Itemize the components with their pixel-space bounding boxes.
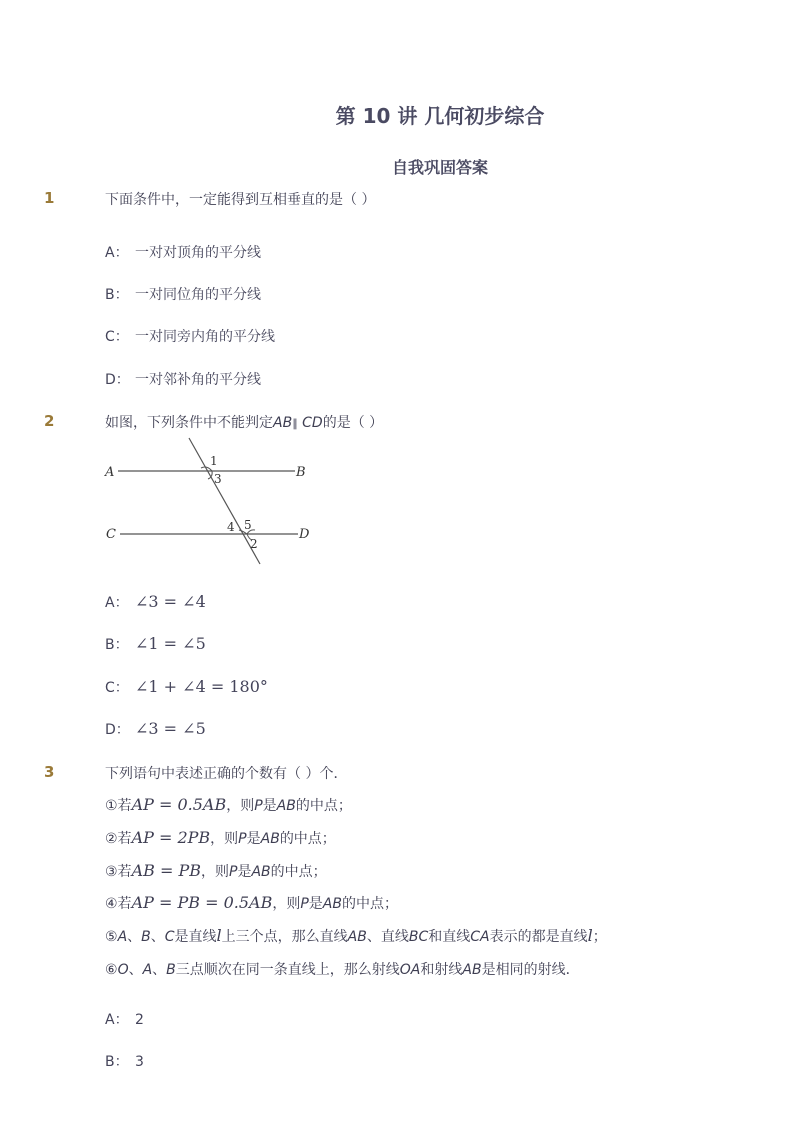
- text-segment: 是: [246, 831, 261, 847]
- option-label: A：: [105, 595, 129, 611]
- text-segment: 的是（ ）: [322, 415, 384, 431]
- text-segment: ②若: [105, 831, 132, 847]
- label-d: D: [299, 527, 310, 542]
- text-segment: 、: [127, 929, 142, 945]
- option-label: B：: [105, 1054, 129, 1070]
- option-a: [105, 242, 261, 262]
- option-text: 一对对顶角的平分线: [135, 245, 261, 261]
- segment-ab: AB: [276, 798, 296, 814]
- option-math: ∠1 = ∠5: [135, 634, 206, 653]
- ray-ab: AB: [462, 962, 482, 978]
- option-a: [105, 1009, 144, 1029]
- segment-ab: AB: [322, 896, 342, 912]
- point-c: C: [164, 929, 175, 945]
- line-l: l: [587, 926, 593, 945]
- segment-bc: BC: [408, 929, 429, 945]
- statement-6: [105, 959, 580, 979]
- text-segment: 、: [152, 962, 167, 978]
- segment-ab: AB: [273, 415, 293, 431]
- text-segment: 是: [308, 896, 323, 912]
- text-segment: 是直线: [174, 929, 217, 945]
- option-d: [105, 369, 261, 389]
- option-label: D：: [105, 722, 130, 738]
- label-b: B: [296, 465, 306, 480]
- label-4: 4: [227, 520, 235, 534]
- text-segment: ；: [592, 929, 607, 945]
- question-text: 下面条件中，一定能得到互相垂直的是（ ）: [105, 192, 376, 208]
- text-segment: 是相同的射线．: [481, 962, 580, 978]
- point-p: P: [238, 831, 247, 847]
- ray-oa: OA: [399, 962, 421, 978]
- point-a: A: [142, 962, 153, 978]
- option-text: 3: [135, 1054, 144, 1070]
- option-math: ∠1 + ∠4 = 180°: [135, 677, 268, 696]
- text-segment: 和射线: [420, 962, 463, 978]
- statement-5: [105, 926, 607, 946]
- label-5: 5: [244, 518, 252, 532]
- text-segment: 、: [150, 929, 165, 945]
- segment-cd: CD: [302, 415, 323, 431]
- option-text: 一对同旁内角的平分线: [135, 329, 275, 345]
- label-a: A: [105, 465, 115, 480]
- page-subtitle: 自我巩固答案: [391, 158, 488, 177]
- statement-2: [105, 828, 336, 848]
- text-segment: 和直线: [428, 929, 471, 945]
- text-segment: 如图，下列条件中不能判定: [105, 415, 273, 431]
- option-text: 一对邻补角的平分线: [135, 372, 261, 388]
- question-text: [105, 412, 383, 432]
- statement-1: [105, 795, 352, 815]
- parallel-symbol: ∥: [292, 417, 298, 430]
- option-label: B：: [105, 287, 129, 303]
- label-2: 2: [250, 537, 258, 551]
- line-l: l: [216, 926, 222, 945]
- text-segment: ⑥: [105, 962, 118, 978]
- point-b: B: [141, 929, 151, 945]
- option-math: ∠3 = ∠5: [135, 719, 206, 738]
- option-a: [105, 592, 206, 612]
- page-title: 第 10 讲 几何初步综合: [335, 104, 545, 128]
- label-c: C: [106, 527, 116, 542]
- option-text: 2: [135, 1012, 144, 1028]
- option-b: [105, 634, 206, 654]
- text-segment: 表示的都是直线: [489, 929, 588, 945]
- option-b: [105, 284, 261, 304]
- option-label: D：: [105, 372, 130, 388]
- text-segment: ，则: [210, 831, 239, 847]
- option-math: ∠3 = ∠4: [135, 592, 206, 611]
- text-segment: 、直线: [366, 929, 409, 945]
- text-segment: 的中点；: [295, 798, 352, 814]
- text-segment: 是: [262, 798, 277, 814]
- option-c: [105, 677, 268, 697]
- point-a: A: [117, 929, 128, 945]
- statement-4: [105, 893, 398, 913]
- question-number: 1: [44, 189, 55, 207]
- text-segment: 上三个点，那么直线: [221, 929, 348, 945]
- text-segment: ④若: [105, 896, 132, 912]
- point-p: P: [300, 896, 309, 912]
- option-c: [105, 326, 275, 346]
- text-segment: 的中点；: [270, 864, 327, 880]
- label-3: 3: [214, 472, 222, 486]
- text-segment: 是: [237, 864, 252, 880]
- text-segment: 的中点；: [279, 831, 336, 847]
- point-o: O: [117, 962, 129, 978]
- statement-3: [105, 861, 327, 881]
- text-segment: ⑤: [105, 929, 118, 945]
- segment-ab: AB: [251, 864, 271, 880]
- segment-ab: AB: [260, 831, 280, 847]
- point-p: P: [254, 798, 263, 814]
- text-segment: ③若: [105, 864, 132, 880]
- question-number: 3: [44, 763, 55, 781]
- statement-math: AP = PB = 0.5AB: [131, 893, 273, 912]
- option-label: C：: [105, 329, 129, 345]
- geometry-figure: [100, 436, 320, 575]
- point-p: P: [228, 864, 238, 880]
- text-segment: ，则: [200, 864, 229, 880]
- statement-math: AB = PB: [131, 861, 201, 880]
- text-segment: ①若: [105, 798, 132, 814]
- segment-ca: CA: [470, 929, 490, 945]
- text-segment: ，则: [272, 896, 301, 912]
- option-label: A：: [105, 245, 129, 261]
- option-text: 一对同位角的平分线: [135, 287, 261, 303]
- option-label: C：: [105, 680, 129, 696]
- statement-math: AP = 2PB: [131, 828, 211, 847]
- text-segment: 的中点；: [341, 896, 398, 912]
- label-1: 1: [210, 454, 218, 468]
- point-b: B: [166, 962, 176, 978]
- text-segment: 三点顺次在同一条直线上，那么射线: [175, 962, 400, 978]
- statement-math: AP = 0.5AB: [131, 795, 227, 814]
- question-number: 2: [44, 412, 55, 430]
- option-b: [105, 1051, 144, 1071]
- option-label: B：: [105, 637, 129, 653]
- option-label: A：: [105, 1012, 129, 1028]
- option-d: [105, 719, 206, 739]
- text-segment: 、: [128, 962, 143, 978]
- question-text: 下列语句中表述正确的个数有（ ）个．: [105, 766, 348, 782]
- text-segment: ，则: [226, 798, 255, 814]
- segment-ab: AB: [347, 929, 367, 945]
